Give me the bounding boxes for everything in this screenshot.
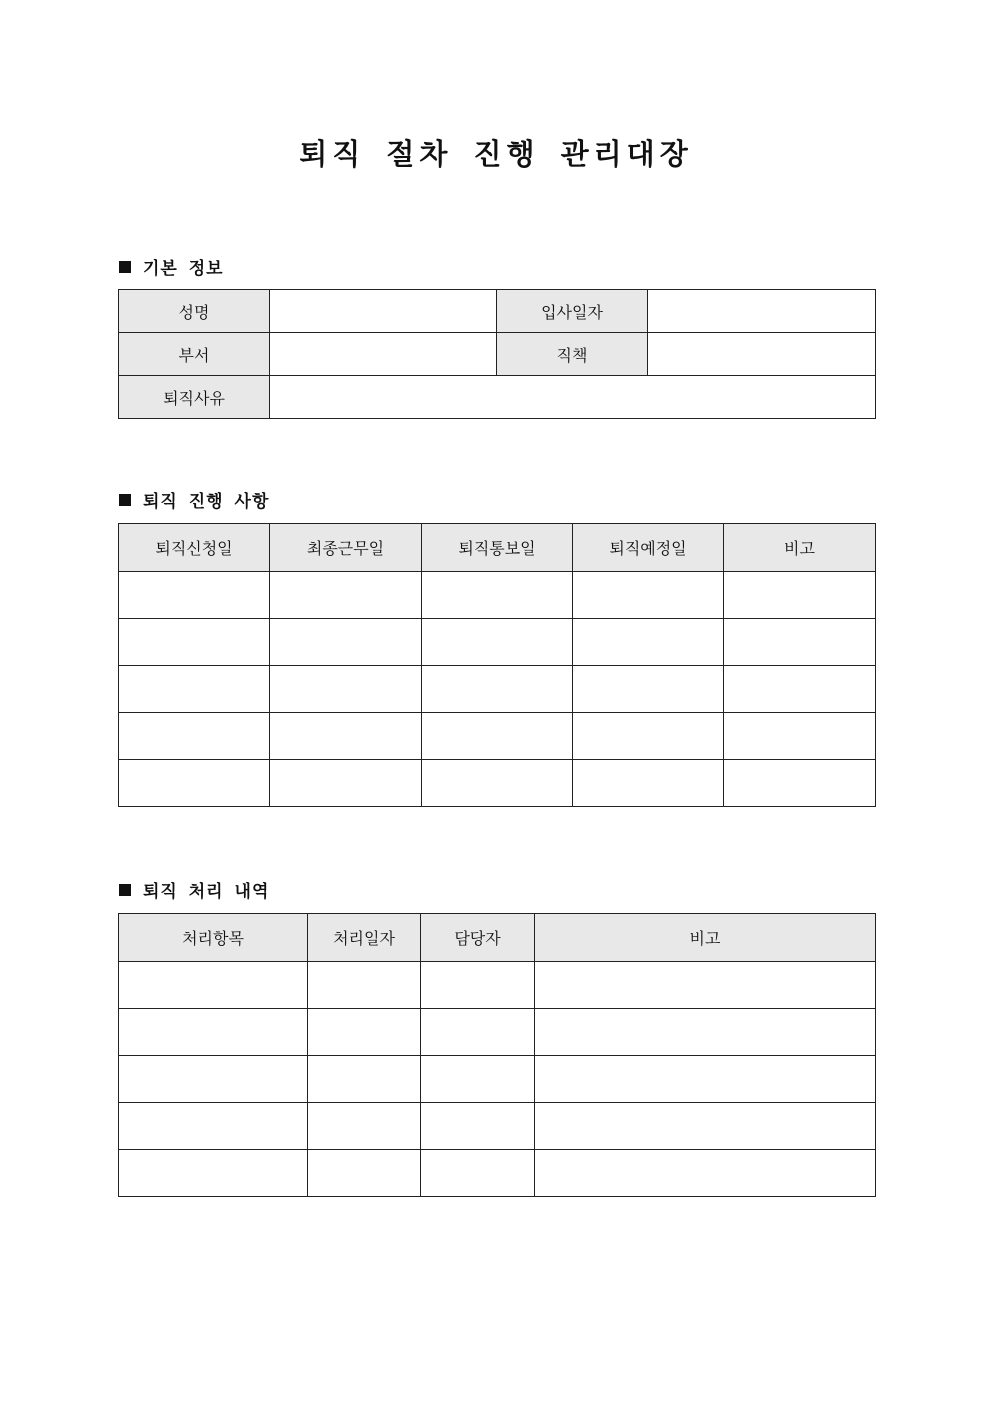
table-cell[interactable]	[573, 572, 724, 619]
table-cell[interactable]	[535, 1009, 876, 1056]
table-row	[119, 666, 876, 713]
column-header-last-work-date: 최종근무일	[270, 524, 422, 572]
table-cell[interactable]	[573, 760, 724, 807]
table-cell[interactable]	[724, 666, 876, 713]
table-cell[interactable]	[270, 619, 422, 666]
table-cell[interactable]	[270, 713, 422, 760]
column-header-item: 처리항목	[119, 914, 308, 962]
column-header-remarks: 비고	[724, 524, 876, 572]
processing-heading-text: 퇴직 처리 내역	[143, 882, 270, 902]
column-header-manager: 담당자	[421, 914, 535, 962]
table-cell[interactable]	[573, 713, 724, 760]
table-row	[119, 1103, 876, 1150]
table-cell[interactable]	[724, 619, 876, 666]
department-field[interactable]	[270, 333, 497, 376]
table-cell[interactable]	[422, 619, 573, 666]
table-cell[interactable]	[119, 1150, 308, 1197]
basic-info-heading	[119, 254, 224, 279]
table-cell[interactable]	[422, 572, 573, 619]
column-header-notice-date: 퇴직통보일	[422, 524, 573, 572]
column-header-expected-date: 퇴직예정일	[573, 524, 724, 572]
table-cell[interactable]	[535, 1103, 876, 1150]
table-cell[interactable]	[724, 760, 876, 807]
square-bullet-icon	[119, 261, 131, 273]
table-row	[119, 1009, 876, 1056]
table-cell[interactable]	[308, 1150, 421, 1197]
table-cell[interactable]	[422, 760, 573, 807]
table-cell[interactable]	[535, 1056, 876, 1103]
table-row	[119, 713, 876, 760]
table-row	[119, 1056, 876, 1103]
progress-heading-text: 퇴직 진행 사항	[143, 492, 270, 512]
position-label: 직책	[497, 333, 648, 376]
table-cell[interactable]	[270, 666, 422, 713]
table-cell[interactable]	[573, 666, 724, 713]
table-cell[interactable]	[119, 1056, 308, 1103]
table-row	[119, 1150, 876, 1197]
column-header-application-date: 퇴직신청일	[119, 524, 270, 572]
reason-field[interactable]	[270, 376, 876, 419]
table-row	[119, 376, 876, 419]
basic-info-heading-text: 기본 정보	[143, 259, 224, 279]
table-cell[interactable]	[119, 619, 270, 666]
table-cell[interactable]	[119, 962, 308, 1009]
table-cell[interactable]	[308, 1009, 421, 1056]
processing-heading	[119, 877, 269, 902]
table-cell[interactable]	[535, 1150, 876, 1197]
table-cell[interactable]	[573, 619, 724, 666]
table-cell[interactable]	[421, 1103, 535, 1150]
table-cell[interactable]	[308, 962, 421, 1009]
table-cell[interactable]	[724, 713, 876, 760]
table-cell[interactable]	[308, 1056, 421, 1103]
column-header-remarks: 비고	[535, 914, 876, 962]
table-row	[119, 760, 876, 807]
table-row	[119, 962, 876, 1009]
table-row	[119, 333, 876, 376]
table-row	[119, 572, 876, 619]
progress-table	[118, 523, 876, 807]
table-cell[interactable]	[119, 572, 270, 619]
table-cell[interactable]	[421, 1150, 535, 1197]
table-cell[interactable]	[119, 713, 270, 760]
square-bullet-icon	[119, 494, 131, 506]
name-label: 성명	[119, 290, 270, 333]
table-cell[interactable]	[119, 760, 270, 807]
basic-info-table	[118, 289, 876, 419]
table-header-row	[119, 524, 876, 572]
table-cell[interactable]	[308, 1103, 421, 1150]
table-cell[interactable]	[422, 666, 573, 713]
table-row	[119, 619, 876, 666]
column-header-date: 처리일자	[308, 914, 421, 962]
table-header-row	[119, 914, 876, 962]
table-cell[interactable]	[724, 572, 876, 619]
position-field[interactable]	[648, 333, 876, 376]
table-cell[interactable]	[421, 1056, 535, 1103]
table-cell[interactable]	[119, 666, 270, 713]
progress-heading	[119, 487, 269, 512]
table-cell[interactable]	[422, 713, 573, 760]
processing-table	[118, 913, 876, 1197]
reason-label: 퇴직사유	[119, 376, 270, 419]
hire-date-field[interactable]	[648, 290, 876, 333]
department-label: 부서	[119, 333, 270, 376]
table-cell[interactable]	[535, 962, 876, 1009]
name-field[interactable]	[270, 290, 497, 333]
table-cell[interactable]	[270, 760, 422, 807]
table-cell[interactable]	[270, 572, 422, 619]
table-cell[interactable]	[119, 1009, 308, 1056]
square-bullet-icon	[119, 884, 131, 896]
table-cell[interactable]	[421, 962, 535, 1009]
table-cell[interactable]	[421, 1009, 535, 1056]
hire-date-label: 입사일자	[497, 290, 648, 333]
table-row	[119, 290, 876, 333]
document-title: 퇴직 절차 진행 관리대장	[299, 137, 693, 171]
table-cell[interactable]	[119, 1103, 308, 1150]
